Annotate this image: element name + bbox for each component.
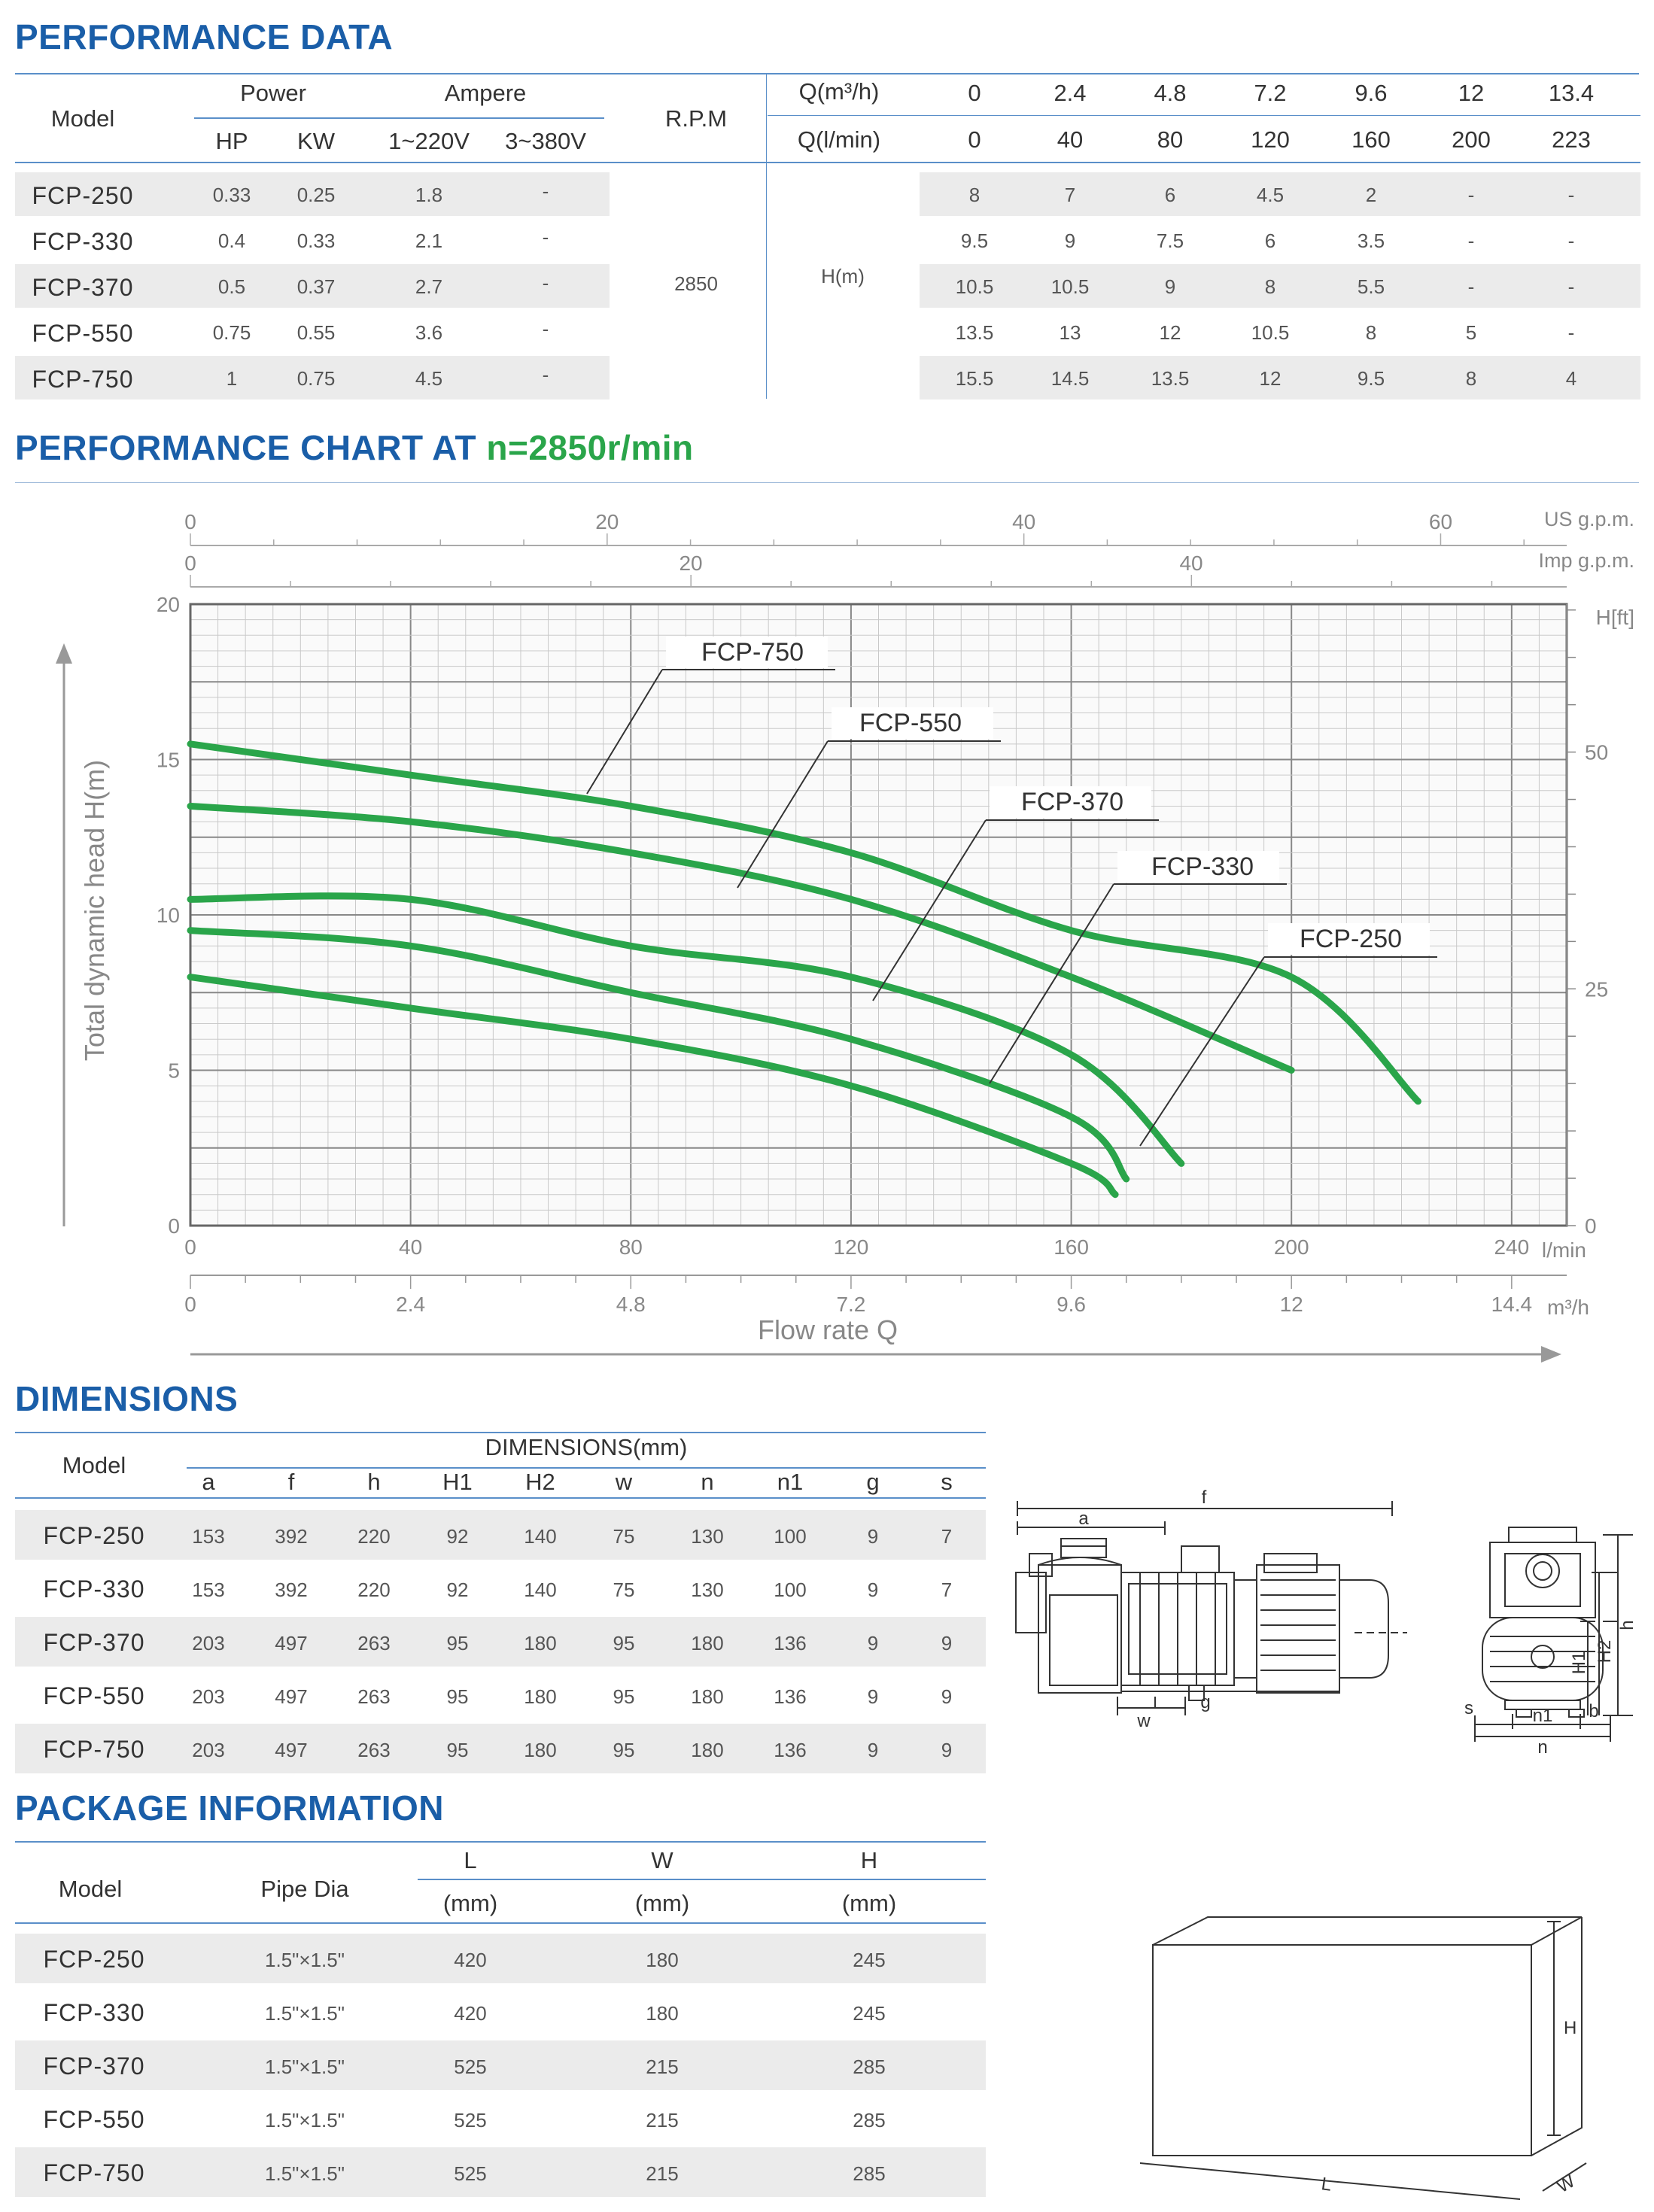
dims-col-w: w <box>615 1469 633 1495</box>
dims-cell: 220 <box>357 1578 391 1601</box>
cell-head: 3.5 <box>1357 229 1385 252</box>
divider <box>194 117 604 119</box>
cell-head: 12 <box>1259 367 1282 390</box>
cell-head: - <box>1567 321 1575 344</box>
imp-tick-label: 0 <box>184 551 196 575</box>
pkg-row-model: FCP-750 <box>43 2159 145 2186</box>
dims-cell: 153 <box>192 1578 225 1601</box>
pkg-cell-l: 525 <box>454 2056 487 2078</box>
x-unit-lmin: l/min <box>1541 1238 1586 1262</box>
dims-cell: 130 <box>691 1525 724 1548</box>
pkg-cell-pipe: 1.5"×1.5" <box>265 2002 345 2025</box>
package-title: PACKAGE INFORMATION <box>15 1788 444 1828</box>
pkg-cell-pipe: 1.5"×1.5" <box>265 2109 345 2131</box>
cell-kw: 0.25 <box>296 184 336 206</box>
pkg-cell-w: 180 <box>646 2002 679 2025</box>
box-label-w: W <box>1553 2171 1579 2198</box>
cell-hp: 0.33 <box>212 184 251 206</box>
series-label: FCP-330 <box>1151 852 1254 881</box>
dims-cell: 392 <box>275 1525 308 1548</box>
chart-title <box>15 427 694 468</box>
q-lmin-value: 80 <box>1157 126 1184 153</box>
cell-head: 9 <box>1164 275 1176 298</box>
us-tick-label: 40 <box>1012 510 1036 533</box>
cell-hp: 0.5 <box>217 275 246 298</box>
col-220v: 1~220V <box>388 128 470 154</box>
pkg-cell-h: 285 <box>853 2109 886 2131</box>
x-tick-label: 40 <box>399 1235 423 1259</box>
cell-head: 5.5 <box>1357 275 1385 298</box>
dims-col-model: Model <box>62 1452 126 1478</box>
divider <box>766 74 767 399</box>
pkg-cell-pipe: 1.5"×1.5" <box>265 1949 345 1971</box>
x-tick-label: 120 <box>833 1235 869 1259</box>
imp-unit-label: Imp g.p.m. <box>1538 549 1634 572</box>
cell-hp: 1 <box>226 367 238 390</box>
pkg-cell-w: 180 <box>646 1949 679 1971</box>
dims-cell: 9 <box>941 1685 953 1708</box>
cell-a380: - <box>542 180 549 202</box>
x-axis-arrowhead <box>1541 1346 1561 1363</box>
dims-cell: 9 <box>867 1739 879 1761</box>
dims-cell: 180 <box>524 1739 557 1761</box>
dims-cell: 136 <box>774 1685 807 1708</box>
pkg-col-h: H <box>860 1847 878 1873</box>
us-tick-label: 20 <box>595 510 619 533</box>
us-tick-label: 60 <box>1428 510 1453 533</box>
series-label: FCP-550 <box>859 709 962 737</box>
cell-head: 4.5 <box>1256 184 1285 206</box>
dims-cell: 100 <box>774 1525 807 1548</box>
pkg-cell-w: 215 <box>646 2056 679 2078</box>
dimensions-title: DIMENSIONS <box>15 1379 239 1418</box>
imp-tick-label: 40 <box>1179 551 1203 575</box>
y-tick-label: 5 <box>168 1059 180 1083</box>
head-unit: H(m) <box>821 265 865 287</box>
dims-cell: 95 <box>446 1632 469 1654</box>
performance-data-title: PERFORMANCE DATA <box>15 17 394 56</box>
cell-head: 2 <box>1365 184 1377 206</box>
drawing-label-f: f <box>1201 1487 1207 1508</box>
rpm-value: 2850 <box>674 272 718 295</box>
pkg-col-l: L <box>464 1847 477 1873</box>
cell-head: 8 <box>968 184 981 206</box>
drawing-label-b: b <box>1589 1701 1599 1721</box>
dims-cell: 95 <box>613 1739 635 1761</box>
cell-head: 9 <box>1064 229 1076 252</box>
cell-kw: 0.75 <box>296 367 336 390</box>
dims-cell: 136 <box>774 1739 807 1761</box>
q-lmin-value: 160 <box>1351 126 1391 153</box>
col-power: Power <box>240 80 306 106</box>
q-m3h-label: Q(m³/h) <box>798 78 880 105</box>
col-rpm: R.P.M <box>664 105 728 132</box>
y-axis-arrowhead <box>56 643 72 664</box>
cell-head: 7 <box>1064 184 1076 206</box>
dims-cell: 75 <box>613 1578 635 1601</box>
pkg-cell-h: 285 <box>853 2056 886 2078</box>
pkg-row-model: FCP-250 <box>43 1946 145 1973</box>
us-unit-label: US g.p.m. <box>1543 508 1634 530</box>
dims-cell: 497 <box>275 1632 308 1654</box>
y-axis-title: Total dynamic head H(m) <box>79 759 110 1062</box>
table-row-model: FCP-550 <box>32 320 134 347</box>
cell-a220: 1.8 <box>415 184 443 206</box>
dims-cell: 95 <box>446 1739 469 1761</box>
ft-tick-label: 50 <box>1585 740 1609 764</box>
dims-cell: 9 <box>867 1685 879 1708</box>
cell-a220: 2.7 <box>415 275 443 298</box>
pkg-cell-h: 245 <box>853 2002 886 2025</box>
cell-head: - <box>1467 229 1475 252</box>
divider <box>15 1497 986 1499</box>
dims-cell: 9 <box>867 1632 879 1654</box>
box-label-l: L <box>1320 2174 1333 2195</box>
divider <box>418 1879 986 1880</box>
table-row-model: FCP-750 <box>32 366 134 393</box>
cell-head: 9.5 <box>960 229 989 252</box>
cell-head: 13.5 <box>955 321 994 344</box>
q-m3h-value: 4.8 <box>1154 80 1187 106</box>
q-m3h-value: 2.4 <box>1054 80 1087 106</box>
cell-hp: 0.75 <box>212 321 251 344</box>
q-lmin-value: 40 <box>1057 126 1084 153</box>
dims-cell: 180 <box>691 1739 724 1761</box>
dims-cell: 140 <box>524 1525 557 1548</box>
cell-kw: 0.55 <box>296 321 336 344</box>
dims-group-header: DIMENSIONS(mm) <box>485 1434 688 1460</box>
imp-tick-label: 20 <box>679 551 703 575</box>
dims-cell: 7 <box>941 1525 953 1548</box>
m3h-tick-label: 2.4 <box>396 1293 426 1316</box>
dims-cell: 263 <box>357 1685 391 1708</box>
cell-a220: 4.5 <box>415 367 443 390</box>
dims-row-model: FCP-750 <box>43 1736 145 1763</box>
dims-col-s: s <box>941 1469 953 1495</box>
x-tick-label: 240 <box>1494 1235 1530 1259</box>
cell-head: 5 <box>1465 321 1477 344</box>
m3h-tick-label: 14.4 <box>1491 1293 1533 1316</box>
ft-unit-label: H[ft] <box>1595 606 1634 629</box>
cell-head: 4 <box>1565 367 1577 390</box>
dims-cell: 203 <box>192 1685 225 1708</box>
drawing-label-w: w <box>1137 1711 1151 1731</box>
dims-cell: 75 <box>613 1525 635 1548</box>
pkg-cell-w: 215 <box>646 2109 679 2131</box>
q-lmin-value: 0 <box>968 126 981 153</box>
table-row-model: FCP-370 <box>32 274 134 301</box>
dims-cell: 263 <box>357 1632 391 1654</box>
cell-head: 8 <box>1465 367 1477 390</box>
col-model: Model <box>50 105 115 132</box>
divider <box>15 1922 986 1924</box>
cell-head: - <box>1467 275 1475 298</box>
drawing-label-h1: H1 <box>1569 1651 1589 1675</box>
dims-col-n: n <box>701 1469 714 1495</box>
divider <box>768 115 1640 116</box>
dims-row-model: FCP-550 <box>43 1682 145 1709</box>
divider <box>15 73 1639 74</box>
cell-head: 10.5 <box>1251 321 1290 344</box>
cell-head: 13 <box>1059 321 1081 344</box>
dims-row-model: FCP-370 <box>43 1629 145 1656</box>
dims-cell: 9 <box>867 1525 879 1548</box>
q-m3h-value: 7.2 <box>1254 80 1287 106</box>
cell-head: 12 <box>1159 321 1181 344</box>
pkg-cell-pipe: 1.5"×1.5" <box>265 2162 345 2185</box>
pkg-unit-h: (mm) <box>841 1890 897 1916</box>
cell-kw: 0.33 <box>296 229 336 252</box>
dims-cell: 140 <box>524 1578 557 1601</box>
cell-head: 7.5 <box>1156 229 1184 252</box>
drawing-label-h2: H2 <box>1595 1639 1615 1664</box>
cell-head: 13.5 <box>1151 367 1190 390</box>
cell-a380: - <box>542 363 549 386</box>
series-label: FCP-370 <box>1020 788 1124 816</box>
divider <box>15 1432 986 1433</box>
drawing-label-n: n <box>1537 1737 1548 1758</box>
divider <box>15 1841 986 1843</box>
dims-cell: 95 <box>613 1632 635 1654</box>
dims-cell: 9 <box>941 1739 953 1761</box>
dims-cell: 263 <box>357 1739 391 1761</box>
cell-head: - <box>1467 184 1475 206</box>
series-label: FCP-250 <box>1299 925 1403 953</box>
dims-cell: 203 <box>192 1739 225 1761</box>
divider <box>15 162 1640 163</box>
pkg-unit-w: (mm) <box>634 1890 690 1916</box>
col-kw: KW <box>297 128 335 154</box>
dims-cell: 497 <box>275 1739 308 1761</box>
y-tick-label: 15 <box>156 748 180 772</box>
ft-tick-label: 0 <box>1585 1214 1597 1238</box>
cell-head: - <box>1567 184 1575 206</box>
dims-cell: 136 <box>774 1632 807 1654</box>
cell-a380: - <box>542 226 549 248</box>
dims-cell: 392 <box>275 1578 308 1601</box>
q-m3h-value: 13.4 <box>1548 80 1595 106</box>
dims-col-H1: H1 <box>442 1469 473 1495</box>
dims-cell: 130 <box>691 1578 724 1601</box>
x-tick-label: 0 <box>184 1235 196 1259</box>
dims-row-model: FCP-250 <box>43 1522 145 1549</box>
drawing-label-s: s <box>1464 1698 1473 1718</box>
pkg-row-model: FCP-370 <box>43 2052 145 2080</box>
dims-cell: 497 <box>275 1685 308 1708</box>
pkg-col-model: Model <box>58 1876 123 1902</box>
pkg-cell-h: 245 <box>853 1949 886 1971</box>
dims-cell: 180 <box>691 1685 724 1708</box>
x-unit-m3h: m³/h <box>1547 1296 1589 1319</box>
m3h-tick-label: 4.8 <box>616 1293 646 1316</box>
dims-cell: 92 <box>446 1525 469 1548</box>
table-row-model: FCP-250 <box>32 182 134 209</box>
table-row-model: FCP-330 <box>32 228 134 255</box>
performance-chart <box>0 489 1654 1377</box>
pkg-cell-w: 215 <box>646 2162 679 2185</box>
x-tick-label: 80 <box>619 1235 643 1259</box>
divider <box>15 482 1639 483</box>
x-tick-label: 200 <box>1273 1235 1309 1259</box>
y-tick-label: 20 <box>156 593 180 616</box>
dims-cell: 180 <box>691 1632 724 1654</box>
us-tick-label: 0 <box>184 510 196 533</box>
cell-a380: - <box>542 318 549 340</box>
cell-head: 6 <box>1164 184 1176 206</box>
m3h-tick-label: 9.6 <box>1057 1293 1087 1316</box>
cell-a220: 3.6 <box>415 321 443 344</box>
cell-head: 10.5 <box>1050 275 1090 298</box>
pkg-col-w: W <box>651 1847 673 1873</box>
pkg-cell-l: 420 <box>454 2002 487 2025</box>
cell-head: 8 <box>1365 321 1377 344</box>
dims-col-a: a <box>202 1469 215 1495</box>
cell-hp: 0.4 <box>217 229 246 252</box>
cell-a220: 2.1 <box>415 229 443 252</box>
drawing-label-h: h <box>1617 1620 1637 1630</box>
m3h-tick-label: 0 <box>184 1293 196 1316</box>
cell-head: - <box>1567 275 1575 298</box>
cell-head: 6 <box>1264 229 1276 252</box>
q-lmin-label: Q(l/min) <box>797 126 881 153</box>
box-label-h: H <box>1564 2018 1577 2038</box>
dims-cell: 203 <box>192 1632 225 1654</box>
dims-cell: 9 <box>941 1632 953 1654</box>
pkg-cell-l: 420 <box>454 1949 487 1971</box>
package-box-drawing <box>1121 1911 1588 2204</box>
cell-head: - <box>1567 229 1575 252</box>
y-tick-label: 0 <box>168 1214 180 1238</box>
x-tick-label: 160 <box>1054 1235 1089 1259</box>
q-lmin-value: 223 <box>1552 126 1591 153</box>
pkg-row-model: FCP-330 <box>43 1999 145 2026</box>
q-lmin-value: 200 <box>1452 126 1491 153</box>
pkg-cell-h: 285 <box>853 2162 886 2185</box>
dims-cell: 92 <box>446 1578 469 1601</box>
dims-cell: 153 <box>192 1525 225 1548</box>
col-hp: HP <box>215 128 248 154</box>
cell-kw: 0.37 <box>296 275 336 298</box>
dims-col-g: g <box>866 1469 880 1495</box>
drawing-label-n1: n1 <box>1532 1706 1553 1726</box>
dims-col-H2: H2 <box>525 1469 555 1495</box>
pkg-col-pipe: Pipe Dia <box>260 1876 349 1902</box>
dims-cell: 100 <box>774 1578 807 1601</box>
cell-head: 14.5 <box>1050 367 1090 390</box>
q-m3h-value: 0 <box>968 80 981 106</box>
dims-row-model: FCP-330 <box>43 1575 145 1603</box>
pkg-cell-l: 525 <box>454 2162 487 2185</box>
dims-cell: 95 <box>613 1685 635 1708</box>
ft-tick-label: 25 <box>1585 977 1609 1001</box>
dims-cell: 7 <box>941 1578 953 1601</box>
dims-col-h: h <box>367 1469 381 1495</box>
dims-cell: 180 <box>524 1685 557 1708</box>
q-m3h-value: 12 <box>1458 80 1485 106</box>
chart-title-main: PERFORMANCE CHART AT <box>15 428 487 467</box>
dims-col-f: f <box>287 1469 295 1495</box>
dims-cell: 180 <box>524 1632 557 1654</box>
cell-head: 10.5 <box>955 275 994 298</box>
dims-col-n1: n1 <box>777 1469 804 1495</box>
cell-head: 8 <box>1264 275 1276 298</box>
col-380v: 3~380V <box>505 128 586 154</box>
drawing-label-a: a <box>1078 1509 1089 1529</box>
dims-cell: 95 <box>446 1685 469 1708</box>
y-tick-label: 10 <box>156 904 180 927</box>
cell-head: 15.5 <box>955 367 994 390</box>
pump-dimension-drawing <box>1008 1482 1648 1783</box>
q-lmin-value: 120 <box>1251 126 1290 153</box>
series-label: FCP-750 <box>701 638 804 667</box>
pkg-unit-l: (mm) <box>442 1890 498 1916</box>
m3h-tick-label: 12 <box>1279 1293 1303 1316</box>
pkg-cell-pipe: 1.5"×1.5" <box>265 2056 345 2078</box>
cell-a380: - <box>542 272 549 294</box>
col-ampere: Ampere <box>444 80 527 106</box>
pkg-row-model: FCP-550 <box>43 2106 145 2133</box>
dims-cell: 220 <box>357 1525 391 1548</box>
dims-cell: 9 <box>867 1578 879 1601</box>
cell-head: 9.5 <box>1357 367 1385 390</box>
x-axis-title: Flow rate Q <box>757 1314 898 1345</box>
chart-title-speed: n=2850r/min <box>486 428 694 467</box>
m3h-tick-label: 7.2 <box>836 1293 866 1316</box>
q-m3h-value: 9.6 <box>1355 80 1388 106</box>
drawing-label-g: g <box>1200 1692 1211 1712</box>
pkg-cell-l: 525 <box>454 2109 487 2131</box>
